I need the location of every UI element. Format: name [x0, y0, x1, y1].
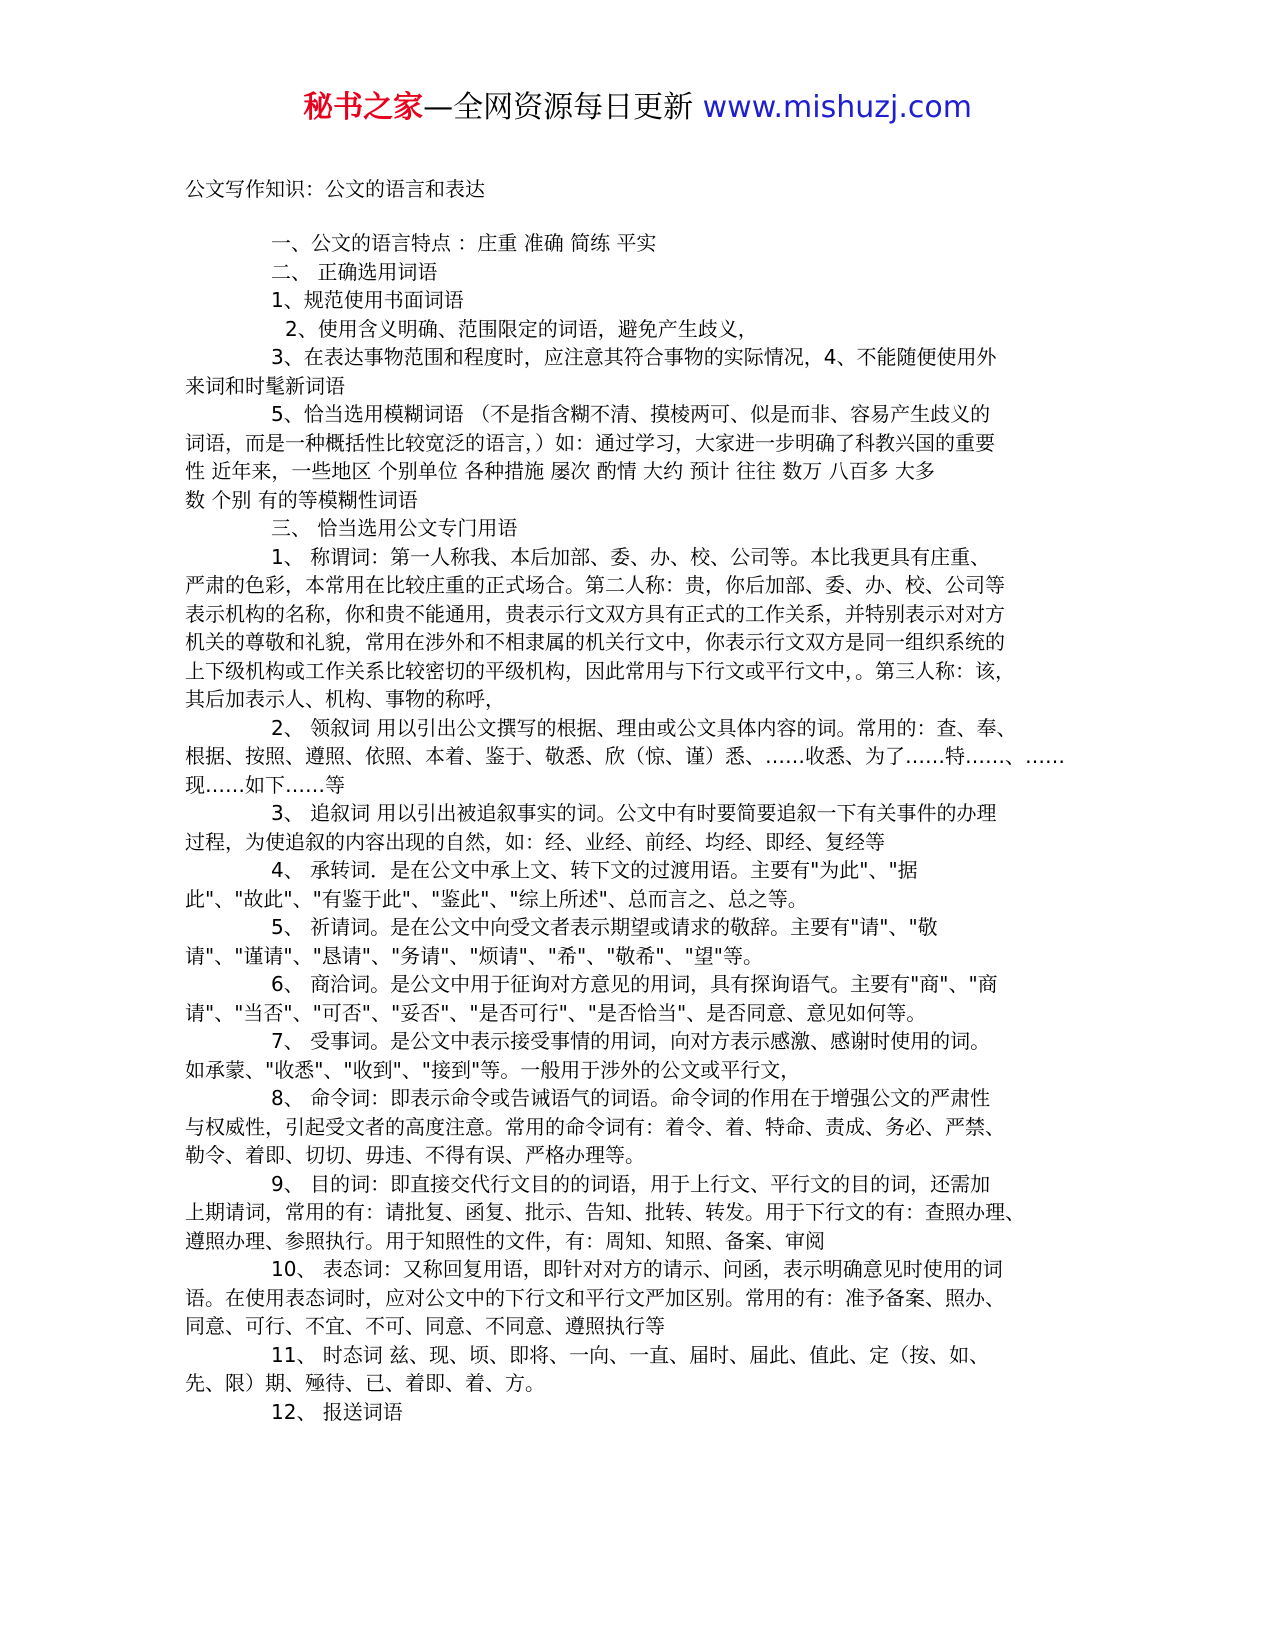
document-line: 其后加表示人、机构、事物的称呼，: [185, 687, 505, 711]
document-line: 8、 命令词：即表示命令或告诫语气的词语。命令词的作用在于增强公文的严肃性: [271, 1086, 991, 1110]
document-line: 同意、可行、不宜、不可、同意、不同意、遵照执行等: [185, 1314, 665, 1338]
document-line: 2、 领叙词 用以引出公文撰写的根据、理由或公文具体内容的词。常用的：查、奉、: [271, 715, 1017, 740]
document-line: 来词和时髦新词语: [185, 373, 345, 398]
document-line: 与权威性，引起受文者的高度注意。常用的命令词有：着令、着、特命、责成、务必、严禁、: [185, 1114, 1005, 1139]
document-line: 勒令、着即、切切、毋违、不得有误、严格办理等。: [185, 1143, 645, 1167]
document-line: 1、规范使用书面词语: [271, 288, 464, 312]
document-body: [185, 229, 1085, 1426]
document-line: 性 近年来，一些地区 个别单位 各种措施 屡次 酌情 大约 预计 往往 数万 八百多 大多: [185, 459, 935, 483]
document-line: 7、 受事词。是公文中表示接受事情的用词，向对方表示感激、感谢时使用的词。: [271, 1029, 991, 1053]
brand-name: 秘书之家: [303, 90, 424, 125]
document-line: 表示机构的名称，你和贵不能通用，贵表示行文双方具有正式的工作关系，并特别表示对对方: [185, 601, 1005, 626]
document-line: 此"、"故此"、"有鉴于此"、"鉴此"、"综上所述"、总而言之、总之等。: [185, 886, 808, 911]
document-line: 一、公文的语言特点 ：庄重 准确 简练 平实: [271, 231, 657, 255]
document-line: 先、限）期、殛待、已、着即、着、方。: [185, 1371, 545, 1395]
document-line: 严肃的色彩，本常用在比较庄重的正式场合。第二人称：贵，你后加部、委、办、校、公司等: [185, 573, 1005, 597]
document-line: 5、恰当选用模糊词语 （不是指含糊不清、摸棱两可、似是而非、容易产生歧义的: [271, 402, 991, 426]
document-line: 遵照办理、参照执行。用于知照性的文件，有：周知、知照、备案、审阅: [185, 1228, 825, 1253]
document-line: 10、 表态词：又称回复用语，即针对对方的请示、问函，表示明确意见时使用的词: [271, 1257, 1003, 1281]
document-line: 二、 正确选用词语: [271, 259, 438, 284]
document-line: 现……如下……等: [185, 772, 345, 797]
document-line: 1、 称谓词：第一人称我、本后加部、委、办、校、公司等。本比我更具有庄重、: [271, 544, 991, 569]
document-line: 3、在表达事物范围和程度时，应注意其符合事物的实际情况，4、不能随便使用外: [271, 345, 997, 369]
document-title: 公文写作知识：公文的语言和表达: [185, 177, 485, 201]
document-line: 根据、按照、遵照、依照、本着、鉴于、敬悉、欣（惊、谨）悉、……收悉、为了……特……、……: [185, 744, 1065, 768]
document-line: 上期请词，常用的有：请批复、函复、批示、告知、批转、转发。用于下行文的有：查照办理、: [185, 1200, 1025, 1224]
site-url-link[interactable]: www.mishuzj.com: [702, 90, 972, 125]
document-line: 6、 商洽词。是公文中用于征询对方意见的用词，具有探询语气。主要有"商"、"商: [271, 972, 998, 996]
document-line: 如承蒙、"收悉"、"收到"、"接到"等。一般用于涉外的公文或平行文，: [185, 1057, 801, 1082]
header-tagline: —全网资源每日更新: [423, 90, 694, 125]
document-line: 上下级机构或工作关系比较密切的平级机构，因此常用与下行文或平行文中，。第三人称：该，: [185, 658, 1015, 683]
document-line: 机关的尊敬和礼貌，常用在涉外和不相隶属的机关行文中，你表示行文双方是同一组织系统的: [185, 630, 1005, 654]
document-line: 12、 报送词语: [271, 1399, 403, 1424]
document-line: 请"、"当否"、"可否"、"妥否"、"是否可行"、"是否恰当"、是否同意、意见如何等。: [185, 1000, 927, 1025]
document-line: 词语，而是一种概括性比较宽泛的语言，）如：通过学习，大家进一步明确了科教兴国的重要: [185, 430, 995, 455]
document-line: 数 个别 有的等模糊性词语: [185, 487, 418, 512]
site-header: [0, 88, 1275, 128]
document-line: 三、 恰当选用公文专门用语: [271, 516, 518, 540]
document-line: 2、使用含义明确、范围限定的词语，避免产生歧义，: [285, 316, 758, 341]
document-line: 11、 时态词 兹、现、顷、即将、一向、一直、届时、届此、值此、定（按、如、: [271, 1342, 990, 1367]
document-line: 3、 追叙词 用以引出被追叙事实的词。公文中有时要简要追叙一下有关事件的办理: [271, 801, 997, 825]
document-line: 5、 祈请词。是在公文中向受文者表示期望或请求的敬辞。主要有"请"、"敬: [271, 915, 938, 939]
document-line: 过程，为使追叙的内容出现的自然，如：经、业经、前经、均经、即经、复经等: [185, 829, 885, 854]
document-line: 请"、"谨请"、"恳请"、"务请"、"烦请"、"希"、"敬希"、"望"等。: [185, 943, 763, 968]
document-line: 9、 目的词：即直接交代行文目的的词语，用于上行文、平行文的目的词，还需加: [271, 1171, 991, 1196]
document-line: 4、 承转词．是在公文中承上文、转下文的过渡用语。主要有"为此"、"据: [271, 858, 918, 882]
document-line: 语。在使用表态词时，应对公文中的下行文和平行文严加区别。常用的有：准予备案、照办、: [185, 1285, 1005, 1310]
